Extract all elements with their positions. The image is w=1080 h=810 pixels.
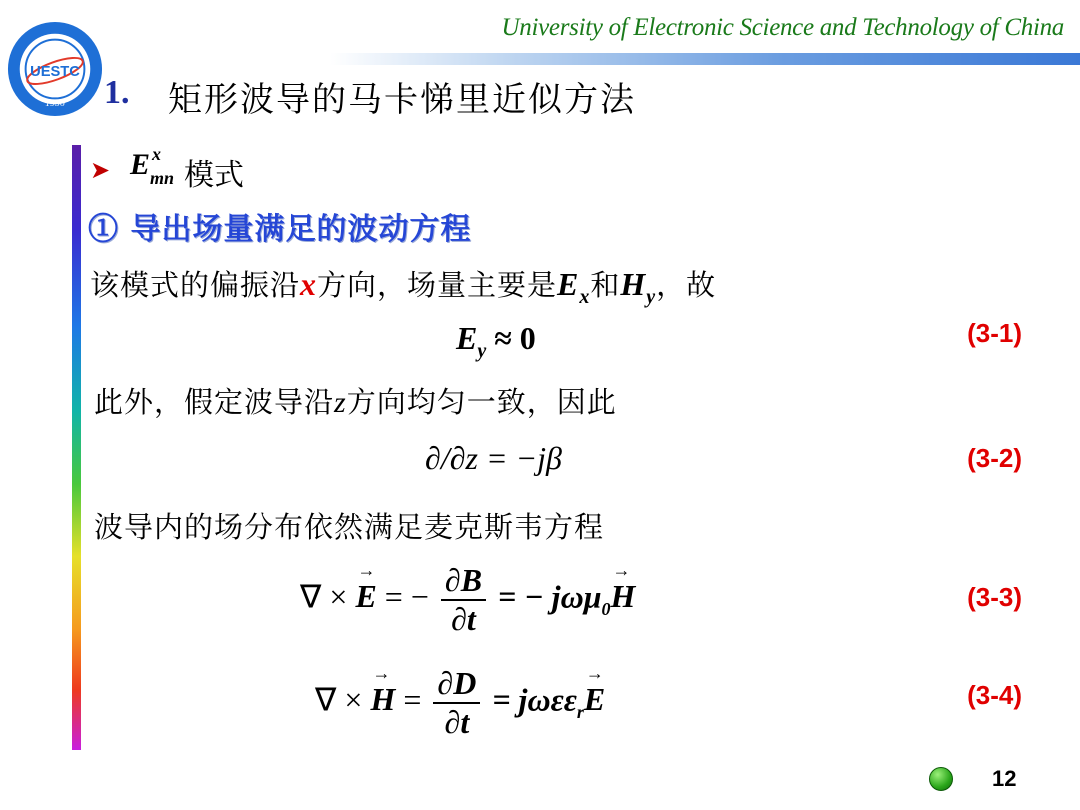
title-number: 1. [104, 74, 130, 111]
text-line-uniform: 此外，假定波导沿z方向均匀一致，因此 [94, 385, 617, 419]
next-slide-button[interactable] [929, 767, 953, 791]
equation-3-1: $E_y \approx 0$ [456, 320, 536, 362]
uestc-logo-icon [6, 20, 104, 118]
equation-number-3-2: (3-2) [967, 443, 1022, 473]
rainbow-side-bar [72, 145, 81, 750]
mode-label: 模式 [184, 158, 244, 193]
equation-3-4: ∇ × → H = $\frac{\partial D}{\partial t}$ = jωεε$_r$→ E [315, 665, 605, 741]
page-number: 12 [992, 766, 1017, 791]
equation-number-3-4: (3-4) [967, 680, 1022, 710]
text-line-polarization: 该模式的偏振沿x方向，场量主要是$E_x$和$H_y$，故 [90, 266, 717, 308]
equation-number-3-3: (3-3) [967, 582, 1022, 612]
equation-3-2: ∂/∂z = −jβ [425, 440, 562, 476]
university-name: University of Electronic Science and Technology of China [501, 14, 1064, 41]
svg-text:UESTC: UESTC [30, 63, 80, 80]
step-heading: ① 导出场量满足的波动方程 [88, 212, 472, 247]
mode-symbol: E x mn [130, 144, 175, 188]
equation-3-3: ∇ × → E = − $\frac{\partial B}{\partial t}$ = − jωμ$_0$→ H [300, 562, 635, 638]
page-title: 矩形波导的马卡悌里近似方法 [168, 80, 636, 120]
text-line-maxwell: 波导内的场分布依然满足麦克斯韦方程 [94, 510, 605, 544]
svg-text:1956: 1956 [45, 98, 65, 110]
header-gradient-bar [330, 53, 1080, 65]
equation-number-3-1: (3-1) [967, 318, 1022, 348]
arrow-bullet-icon: ➤ [90, 156, 111, 184]
